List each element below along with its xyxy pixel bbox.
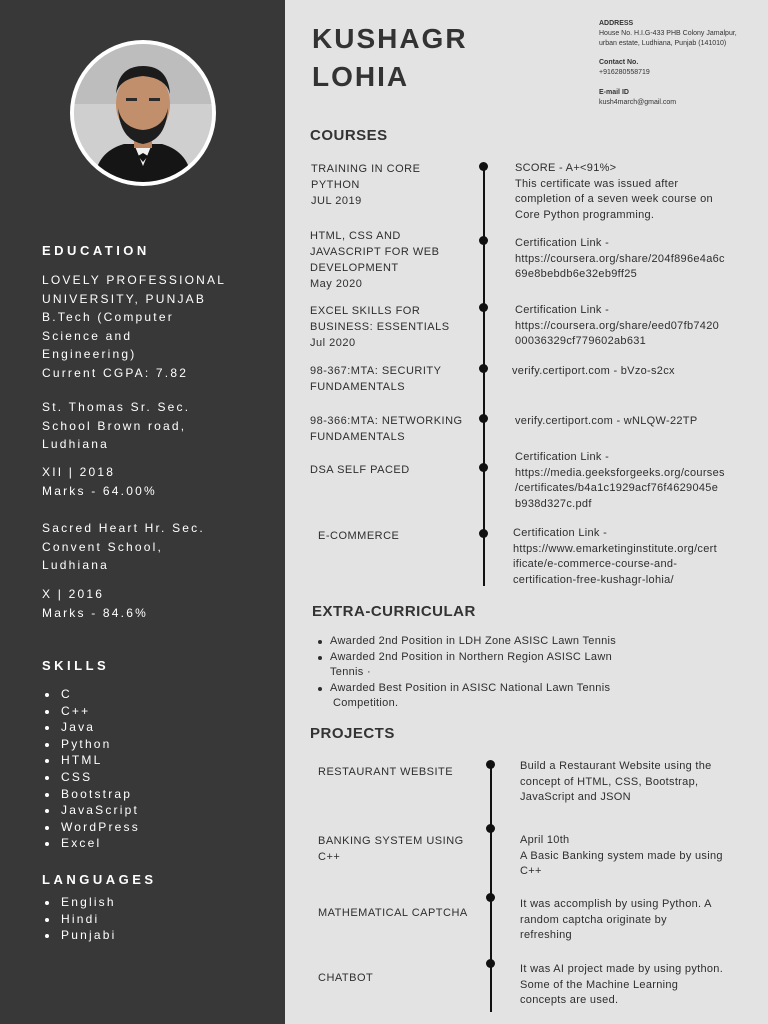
certification-link[interactable]: ificate/e-commerce-course-and- (513, 558, 678, 570)
marks-line: Marks - 84.6% (42, 605, 148, 620)
project-desc-line: C++ (520, 865, 542, 877)
name-last: LOHIA (312, 61, 410, 92)
course-title-line: FUNDAMENTALS (310, 431, 406, 443)
course-title (311, 161, 420, 209)
project-title-line: RESTAURANT WEBSITE (318, 766, 454, 778)
certification-link[interactable]: https://www.emarketinginstitute.org/cert (513, 542, 717, 555)
project-title-line: BANKING SYSTEM USING (318, 835, 464, 847)
certification-label: Certification Link - (515, 451, 610, 463)
projects-timeline (490, 764, 492, 1012)
certification-link[interactable]: 69e8bebdb6e32eb9ff25 (515, 268, 638, 280)
education-heading: EDUCATION (42, 243, 150, 258)
university-line: LOVELY PROFESSIONAL (42, 273, 227, 287)
timeline-dot (479, 162, 488, 171)
certification-link[interactable]: https://coursera.org/share/204f896e4a6c (515, 252, 725, 265)
skill-item: JavaScript (45, 802, 140, 819)
project-title-line: MATHEMATICAL CAPTCHA (318, 907, 468, 919)
verification-code[interactable]: verify.certiport.com - wNLQW-22TP (515, 415, 698, 427)
course-description (515, 236, 725, 283)
phone-value: +916280558719 (599, 69, 650, 76)
timeline-dot (479, 303, 488, 312)
cgpa-line: Current CGPA: 7.82 (42, 365, 189, 380)
certification-link[interactable]: b938d327c.pdf (515, 497, 592, 510)
course-score: SCORE - A+<91%> (515, 162, 617, 174)
phone-label: Contact No. (599, 59, 639, 66)
course-title-line: BUSINESS: ESSENTIALS (310, 321, 450, 333)
degree-line: Science and (42, 328, 133, 343)
project-desc-line: concepts are used. (520, 994, 619, 1006)
languages-list (45, 894, 116, 944)
timeline-dot (486, 959, 495, 968)
certification-label: Certification Link - (513, 527, 608, 539)
course-title-line: EXCEL SKILLS FOR (310, 305, 421, 317)
course-title (310, 413, 463, 445)
address-block (599, 19, 737, 49)
extra-curricular-list (316, 634, 616, 712)
course-description (513, 526, 717, 588)
phone-block (599, 58, 650, 78)
certification-link[interactable]: https://coursera.org/share/eed07fb7420 (515, 319, 720, 332)
grade-year-line: X | 2016 (42, 587, 105, 601)
certification-link[interactable]: /certificates/b4a1c1929acf76f4629045e (515, 482, 719, 494)
timeline-dot (479, 463, 488, 472)
course-desc-line: Core Python programming. (515, 208, 655, 221)
skill-item: WordPress (45, 819, 140, 836)
address-label: ADDRESS (599, 20, 634, 27)
project-desc-line: Build a Restaurant Website using the (520, 760, 712, 772)
project-description (520, 962, 723, 1009)
marks-line: Marks - 64.00% (42, 483, 157, 498)
courses-timeline (483, 166, 485, 586)
achievement-item (316, 634, 616, 650)
project-title (318, 833, 464, 865)
project-title-line: C++ (318, 851, 341, 863)
certification-label: Certification Link - (515, 304, 610, 316)
course-description (515, 303, 719, 350)
timeline-dot (479, 529, 488, 538)
course-description (512, 364, 675, 380)
sidebar (0, 0, 285, 1024)
skill-item: C++ (45, 703, 140, 720)
timeline-dot (479, 364, 488, 373)
achievement-line: Awarded 2nd Position in Northern Region ASISC Lawn (330, 650, 613, 663)
school-line: Ludhiana (42, 437, 109, 451)
address-line: House No. H.I.G-433 PHB Colony Jamalpur, (599, 30, 737, 37)
profile-photo (74, 44, 212, 182)
projects-heading: PROJECTS (310, 725, 395, 742)
profile-photo-frame (70, 40, 216, 186)
course-title-line: FUNDAMENTALS (310, 381, 406, 393)
course-date: May 2020 (310, 278, 363, 290)
project-title (318, 905, 468, 921)
languages-heading: LANGUAGES (42, 872, 157, 887)
timeline-dot (479, 414, 488, 423)
project-desc-line: Some of the Machine Learning (520, 978, 679, 991)
skill-item: Java (45, 719, 140, 736)
course-title-line: TRAINING IN CORE (311, 163, 421, 175)
certification-label: Certification Link - (515, 237, 610, 249)
achievement-line: Awarded 2nd Position in LDH Zone ASISC Lawn Tennis (330, 635, 617, 647)
certification-link[interactable]: 00036329cf779602ab631 (515, 335, 647, 347)
education-xii (42, 463, 157, 500)
project-desc-line: It was accomplish by using Python. A (520, 898, 712, 910)
achievement-line: Tennis · (330, 666, 371, 678)
email-block (599, 88, 676, 108)
education-school-1 (42, 398, 190, 454)
project-title (318, 764, 453, 780)
achievement-line: Awarded Best Position in ASISC National Lawn Tennis (330, 681, 611, 694)
course-title (310, 462, 410, 478)
project-desc-line: It was AI project made by using python. (520, 963, 724, 975)
degree-line: Engineering) (42, 347, 137, 361)
skill-item: C (45, 686, 140, 703)
courses-heading: COURSES (310, 127, 388, 144)
timeline-dot (486, 824, 495, 833)
school-line: Sacred Heart Hr. Sec. (42, 521, 205, 535)
school-line: Convent School, (42, 539, 164, 554)
course-title-line: E-COMMERCE (318, 530, 400, 542)
email-label: E-mail ID (599, 89, 629, 96)
skill-item: Python (45, 736, 140, 753)
achievement-item (316, 681, 616, 712)
university-line: UNIVERSITY, PUNJAB (42, 291, 207, 306)
course-title-line: HTML, CSS AND (310, 230, 401, 242)
project-desc-line: refreshing (520, 929, 572, 941)
timeline-dot (486, 760, 495, 769)
project-desc-line: random captcha originate by (520, 913, 667, 926)
certification-link[interactable]: certification-free-kushagr-lohia/ (513, 573, 674, 586)
skills-heading: SKILLS (42, 658, 110, 673)
course-title (318, 528, 399, 544)
candidate-name (312, 20, 468, 96)
course-desc-line: This certificate was issued after (515, 177, 679, 190)
course-description (515, 161, 713, 223)
course-title-line: 98-367:MTA: SECURITY (310, 365, 442, 377)
project-desc-line: concept of HTML, CSS, Bootstrap, (520, 775, 699, 788)
course-date: JUL 2019 (311, 195, 362, 207)
project-description (520, 897, 712, 944)
course-title-line: 98-366:MTA: NETWORKING (310, 415, 463, 427)
language-item: Punjabi (45, 927, 116, 944)
course-title-line: PYTHON (311, 179, 360, 191)
project-title (318, 970, 373, 986)
certification-link[interactable]: https://media.geeksforgeeks.org/courses (515, 466, 725, 479)
course-title-line: DEVELOPMENT (310, 262, 399, 274)
course-title (310, 363, 441, 395)
project-description (520, 759, 712, 806)
school-line: St. Thomas Sr. Sec. (42, 400, 191, 414)
timeline-dot (479, 236, 488, 245)
project-title-line: CHATBOT (318, 972, 374, 984)
achievement-line: Competition. (333, 697, 399, 709)
timeline-dot (486, 893, 495, 902)
language-item: Hindi (45, 911, 116, 928)
course-title-line: DSA SELF PACED (310, 464, 410, 476)
course-title-line: JAVASCRIPT FOR WEB (310, 246, 440, 258)
skills-list (45, 686, 140, 852)
course-description (515, 414, 697, 430)
skill-item: HTML (45, 752, 140, 769)
education-school-2 (42, 519, 205, 575)
degree-line: B.Tech (Computer (42, 310, 174, 324)
project-date: April 10th (520, 834, 570, 846)
course-desc-line: completion of a seven week course on (515, 193, 713, 205)
education-x (42, 585, 148, 622)
project-desc-line: A Basic Banking system made by using (520, 849, 723, 862)
grade-year-line: XII | 2018 (42, 465, 116, 479)
skill-item: Bootstrap (45, 786, 140, 803)
course-title (310, 228, 439, 292)
email-value: kush4march@gmail.com (599, 99, 677, 106)
project-desc-line: JavaScript and JSON (520, 791, 631, 803)
school-line: Ludhiana (42, 558, 109, 572)
course-date: Jul 2020 (310, 337, 356, 349)
skill-item: Excel (45, 835, 140, 852)
project-description (520, 833, 723, 880)
language-item: English (45, 894, 116, 911)
extra-curricular-heading: EXTRA-CURRICULAR (312, 603, 476, 620)
course-description (515, 450, 725, 512)
verification-code[interactable]: verify.certiport.com - bVzo-s2cx (512, 365, 675, 377)
name-first: KUSHAGR (312, 23, 468, 54)
education-university (42, 271, 226, 382)
achievement-item (316, 650, 616, 681)
person-portrait-icon (74, 44, 212, 182)
skill-item: CSS (45, 769, 140, 786)
address-line: urban estate, Ludhiana, Punjab (141010) (599, 40, 727, 47)
school-line: School Brown road, (42, 418, 187, 433)
course-title (310, 303, 450, 351)
